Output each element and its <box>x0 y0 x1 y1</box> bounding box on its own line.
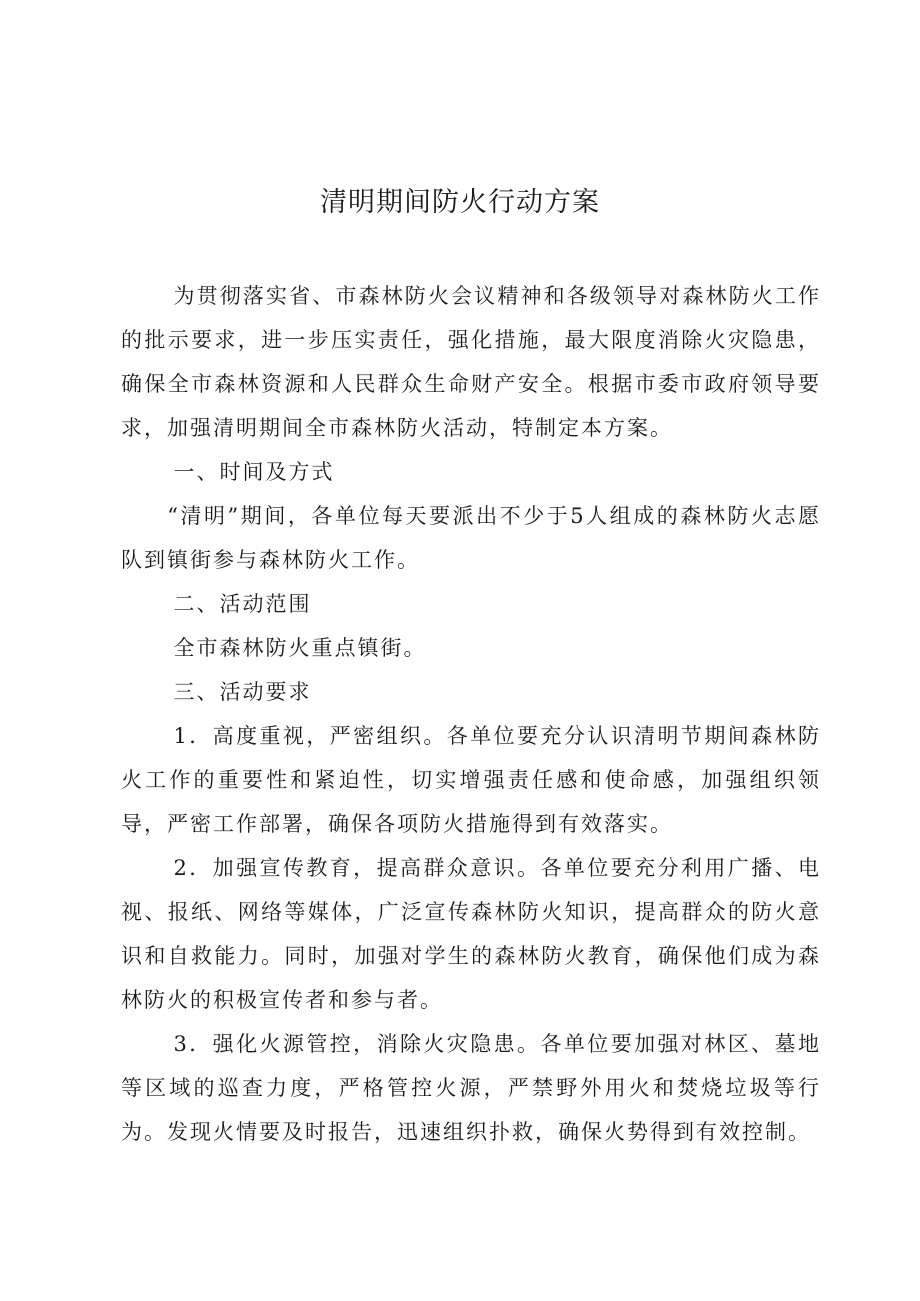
section-heading-scope: 二、活动范围 <box>173 592 312 616</box>
requirement-item-2: 2．加强宣传教育，提高群众意识。各单位要充分利用广播、电视、报纸、网络等媒体，广泛宣传森林防火知识，提高群众的防火意识和自救能力。同时，加强对学生的森林防火教育，确保他们成为森林防火的积极宣传者和参与者。 <box>121 856 821 1012</box>
section-heading-requirements: 三、活动要求 <box>173 680 312 704</box>
requirement-item-1: 1．高度重视，严密组织。各单位要充分认识清明节期间森林防火工作的重要性和紧迫性，切实增强责任感和使命感，加强组织领导，严密工作部署，确保各项防火措施得到有效落实。 <box>121 724 821 836</box>
intro-paragraph: 为贯彻落实省、市森林防火会议精神和各级领导对森林防火工作的批示要求，进一步压实责任，强化措施，最大限度消除火灾隐患，确保全市森林资源和人民群众生命财产安全。根据市委市政府领导要求，加强清明期间全市森林防火活动，特制定本方案。 <box>121 284 821 440</box>
section-heading-time-method: 一、时间及方式 <box>173 460 335 484</box>
document-body <box>121 274 821 1154</box>
requirement-item-3: 3．强化火源管控，消除火灾隐患。各单位要加强对林区、墓地等区域的巡查力度，严格管控火源，严禁野外用火和焚烧垃圾等行为。发现火情要及时报告，迅速组织扑救，确保火势得到有效控制。 <box>121 1032 821 1144</box>
time-method-paragraph: “清明”期间，各单位每天要派出不少于5人组成的森林防火志愿队到镇街参与森林防火工作。 <box>121 504 821 572</box>
scope-paragraph: 全市森林防火重点镇街。 <box>173 636 427 660</box>
document-title: 清明期间防火行动方案 <box>320 187 600 218</box>
